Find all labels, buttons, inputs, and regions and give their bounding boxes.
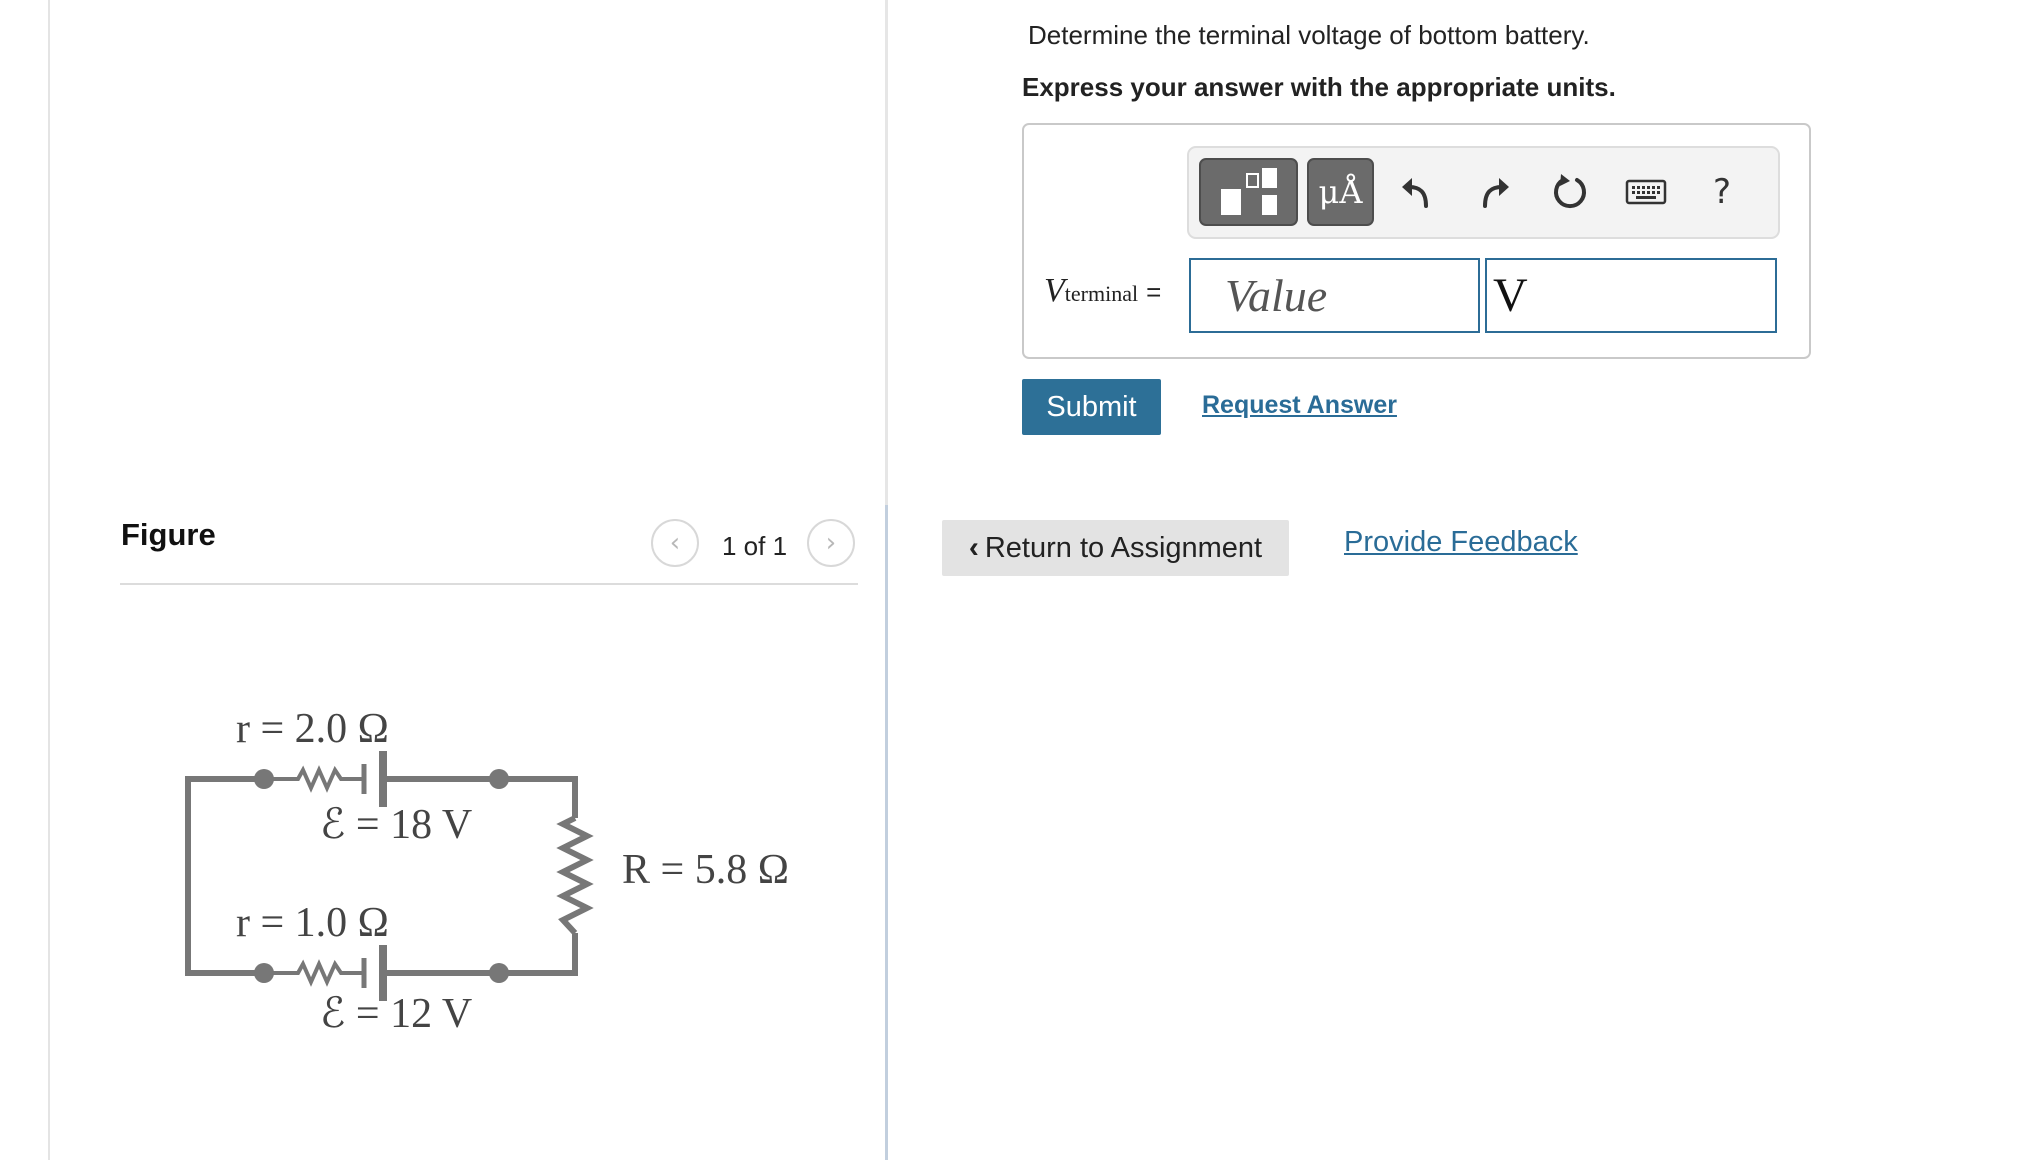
top-internal-resistor: [264, 770, 364, 788]
bottom-internal-resistance-label: r = 1.0 Ω: [236, 900, 389, 946]
figure-title: Figure: [121, 517, 216, 552]
equals-sign: =: [1146, 277, 1162, 307]
chevron-left-icon: ‹: [669, 528, 681, 558]
reset-icon: [1550, 172, 1590, 212]
undo-icon: [1398, 172, 1434, 212]
templates-button[interactable]: [1199, 158, 1298, 226]
unit-field[interactable]: [1485, 258, 1777, 333]
templates-icon: [1217, 165, 1281, 219]
pane-divider-handle[interactable]: [885, 505, 888, 1160]
chevron-right-icon: ›: [825, 528, 837, 558]
load-resistance-label: R = 5.8 Ω: [622, 847, 789, 893]
left-margin-line: [48, 0, 50, 1160]
bottom-emf-label: ℰ = 12 V: [320, 991, 473, 1037]
submit-button[interactable]: Submit: [1022, 379, 1161, 435]
keyboard-icon: [1625, 178, 1667, 206]
return-to-assignment-button[interactable]: [942, 520, 1289, 576]
units-button[interactable]: [1307, 158, 1374, 226]
answer-instructions: Express your answer with the appropriate units.: [1022, 72, 1616, 102]
variable-label: [1044, 272, 1161, 310]
previous-figure-button[interactable]: [651, 519, 699, 567]
reset-button[interactable]: [1545, 166, 1595, 218]
top-battery: [364, 751, 396, 807]
figure-divider: [120, 583, 858, 585]
provide-feedback-link[interactable]: Provide Feedback: [1344, 526, 1578, 558]
help-button[interactable]: [1697, 166, 1747, 218]
value-input[interactable]: [1191, 260, 1478, 331]
question-prompt: Determine the terminal voltage of bottom battery.: [1028, 20, 1590, 50]
bottom-internal-resistor: [264, 964, 364, 982]
next-figure-button[interactable]: [807, 519, 855, 567]
top-internal-resistance-label: r = 2.0 Ω: [236, 706, 389, 752]
redo-button[interactable]: [1470, 166, 1520, 218]
request-answer-link[interactable]: Request Answer: [1202, 391, 1397, 419]
keyboard-button[interactable]: [1621, 166, 1671, 218]
help-label: ?: [1712, 172, 1732, 212]
circuit-diagram: [170, 690, 830, 1060]
figure-page-indicator: 1 of 1: [722, 531, 788, 561]
variable-subscript: terminal: [1064, 281, 1139, 306]
undo-button[interactable]: [1391, 166, 1441, 218]
redo-icon: [1477, 172, 1513, 212]
units-label: μÅ: [1318, 173, 1363, 211]
top-emf-label: ℰ = 18 V: [320, 802, 473, 848]
chevron-left-icon: ‹: [968, 531, 979, 564]
return-label: Return to Assignment: [984, 531, 1263, 564]
value-field[interactable]: [1189, 258, 1480, 333]
variable-symbol: V: [1044, 272, 1065, 309]
unit-input[interactable]: [1487, 260, 1775, 331]
